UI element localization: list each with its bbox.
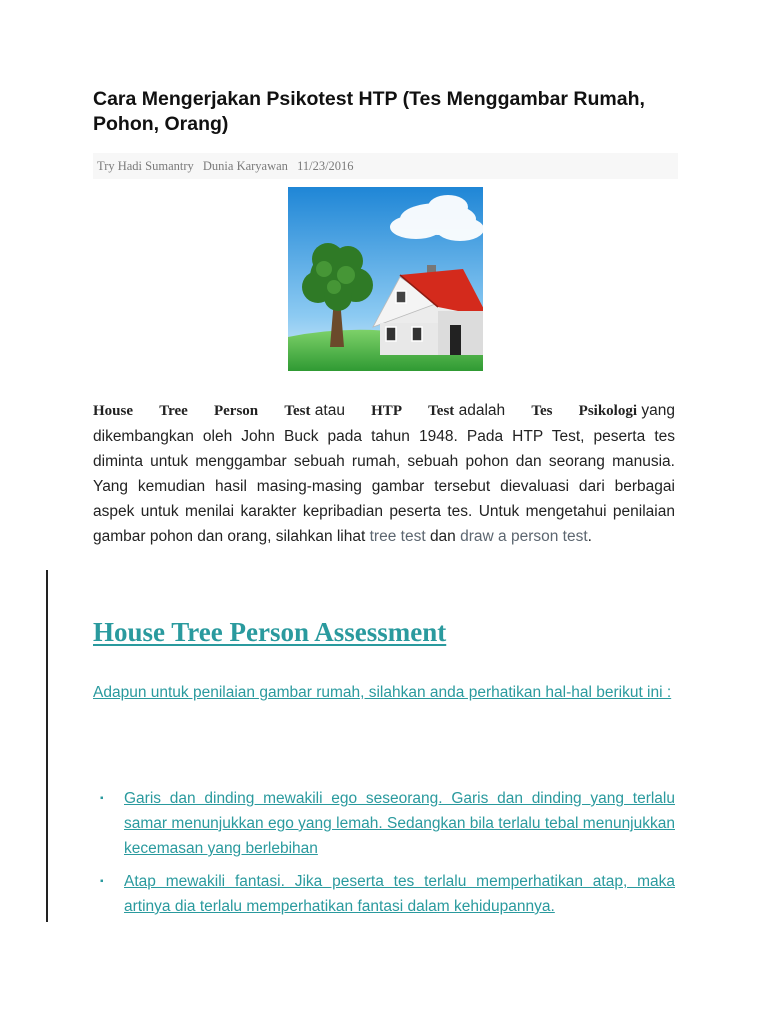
author-link[interactable]: Try Hadi Sumantry [97,159,194,173]
draw-a-person-test-link[interactable]: draw a person test [460,528,588,545]
intro-and: dan [429,528,456,545]
section-lead: Adapun untuk penilaian gambar rumah, silahkan anda perhatikan hal-hal berikut ini : [93,684,672,701]
bullet-marker: ▪ [100,793,104,804]
intro-word: Tes [531,403,553,419]
intro-word: House [93,403,134,419]
list-item [93,869,675,919]
intro-word: Psikologi [578,403,638,419]
bullet-marker: ▪ [100,876,104,887]
intro-word: yang [641,402,675,419]
intro-word: Person [213,403,259,419]
intro-word: atau [314,402,345,419]
intro-paragraph [93,398,675,549]
bullet-list [93,786,675,927]
section-heading: House Tree Person Assessment [93,617,447,647]
tree-test-link[interactable]: tree test [369,528,426,545]
intro-word: HTP [371,403,402,419]
intro-word: Tree [159,403,188,419]
intro-word: Test [284,403,311,419]
byline [93,153,678,179]
house-tree-illustration [288,187,483,371]
intro-end: . [587,528,592,545]
intro-word: adalah [458,402,506,419]
article-title: Cara Mengerjakan Psikotest HTP (Tes Menggambar Rumah, Pohon, Orang) [93,88,645,135]
post-date: 11/23/2016 [297,159,354,173]
category-link[interactable]: Dunia Karyawan [202,159,288,173]
margin-rule [46,570,48,922]
list-item-text: Atap mewakili fantasi. Jika peserta tes terlalu memperhatikan atap, maka artinya dia terlalu memperhatikan fantasi dalam kehidupannya. [124,873,675,915]
intro-word: Test [428,403,455,419]
intro-body: dikembangkan oleh John Buck pada tahun 1948. Pada HTP Test, peserta tes diminta untuk menggambar sebuah rumah, sebuah pohon dan seorang manusia. Yang kemudian hasil masing-masing gambar tersebut dievaluasi dari berbagai aspek untuk menilai karakter kepribadian peserta tes. Untuk mengetahui penilaian gambar pohon dan orang, silahkan lihat [93,428,675,545]
list-item [93,786,675,861]
list-item-text: Garis dan dinding mewakili ego seseorang. Garis dan dinding yang terlalu samar menunjukkan ego yang lemah. Sedangkan bila terlalu tebal menunjukkan kecemasan yang berlebihan [124,790,675,857]
